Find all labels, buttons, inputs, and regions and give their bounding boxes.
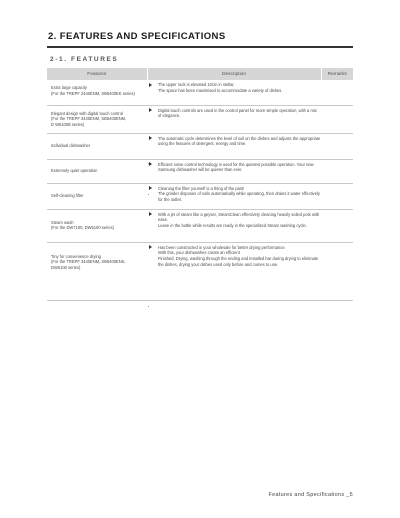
arrow-bullet-icon bbox=[149, 245, 152, 249]
arrow-bullet-icon bbox=[149, 186, 152, 190]
feature-line: (For the TREPF 3440ENM, SB5400ENS, bbox=[51, 259, 126, 265]
feature-line: Tiny for convenience drying bbox=[51, 253, 101, 259]
arrow-bullet-icon bbox=[149, 162, 152, 166]
description-text: Cleaning the filter yourself is a thing of the past! bbox=[158, 185, 245, 191]
description-cell bbox=[147, 242, 321, 300]
title-divider bbox=[47, 46, 353, 48]
arrow-bullet-icon bbox=[149, 108, 152, 112]
arrow-bullet-icon bbox=[149, 212, 152, 216]
feature-cell bbox=[47, 242, 147, 300]
description-text: The grinder disposes of soils automatically while operating, then drains it water effectively for the outlet. bbox=[158, 191, 320, 203]
feature-line: Extra large capacity bbox=[51, 85, 87, 90]
remarks-cell bbox=[321, 105, 353, 133]
scan-speck bbox=[148, 163, 149, 164]
description-item bbox=[149, 186, 321, 204]
section-title: 2-1. FEATURES bbox=[50, 56, 119, 63]
table-row bbox=[47, 133, 353, 159]
remarks-cell bbox=[321, 242, 353, 300]
remarks-cell bbox=[321, 133, 353, 159]
page-title: 2. FEATURES AND SPECIFICATIONS bbox=[48, 31, 226, 42]
page-footer: Features and Specifications _5 bbox=[268, 492, 353, 498]
feature-line: (For the TREPF 3440ENM, SB5400ENM, bbox=[51, 116, 127, 122]
feature-line: Extremely quiet operation bbox=[51, 168, 98, 174]
header-description: Description bbox=[147, 68, 321, 80]
description-cell bbox=[147, 209, 321, 242]
description-item bbox=[149, 245, 321, 269]
table-row bbox=[47, 80, 353, 105]
description-cell bbox=[147, 159, 321, 183]
feature-cell bbox=[47, 133, 147, 159]
arrow-bullet-icon bbox=[149, 83, 152, 87]
description-text: Digital touch controls are used in the control panel for more simple operation, with a mix of elegance. bbox=[158, 107, 317, 119]
header-features: Features bbox=[47, 68, 147, 80]
description-text: The space has been maximised to accommodate a variety of dishes. bbox=[158, 87, 283, 93]
description-text: Leave in the bottle while results are ready in the specialized Steam washing cycle. bbox=[158, 223, 307, 229]
feature-line: DW6100 series) bbox=[51, 265, 81, 271]
feature-line: Steam wash bbox=[51, 219, 74, 225]
feature-line: Individual dishwasher bbox=[51, 143, 91, 149]
description-text: Efficient noise control technology is used for the quietest possible operation. Your new Samsung dishwasher will be quieter than ever. bbox=[158, 161, 314, 173]
feature-line: Self-cleaning filter bbox=[51, 193, 84, 199]
description-item bbox=[149, 212, 321, 230]
description-item bbox=[149, 108, 321, 120]
description-cell bbox=[147, 183, 321, 209]
feature-cell bbox=[47, 80, 147, 105]
feature-line: (For the TREPF 2440ENM, SB5400EK series) bbox=[51, 90, 135, 96]
feature-line: Elegant design with digital touch control bbox=[51, 110, 123, 116]
feature-cell bbox=[47, 105, 147, 133]
feature-cell bbox=[47, 209, 147, 242]
description-text: Finished, Drying, washing through the ending and installed bar during drying to eliminate the dishes, drying your dishes used only before and comes to use. bbox=[158, 256, 319, 268]
description-text: With this, your dishwashes create an efficient bbox=[158, 250, 240, 256]
description-text: The upper rack is elevated 10cm in stellar. bbox=[158, 82, 235, 87]
feature-line: D W6100B series) bbox=[51, 122, 85, 128]
feature-cell bbox=[47, 159, 147, 183]
feature-line: (For the DW7100, DW6100 series) bbox=[51, 225, 115, 231]
table-row bbox=[47, 209, 353, 242]
table-row bbox=[47, 159, 353, 183]
description-text: The automatic cycle determines the level of soil on the dishes and adjusts the appropriate using the features of detergent, energy and time. bbox=[158, 135, 321, 147]
remarks-cell bbox=[321, 159, 353, 183]
remarks-cell bbox=[321, 209, 353, 242]
description-item bbox=[149, 162, 321, 174]
scan-speck bbox=[148, 306, 149, 307]
description-text: Has been constructed in your wholesale for better drying performance. bbox=[158, 244, 286, 250]
description-cell bbox=[147, 80, 321, 105]
arrow-bullet-icon bbox=[149, 136, 152, 140]
features-table bbox=[47, 68, 353, 301]
table-row bbox=[47, 242, 353, 300]
description-item bbox=[149, 82, 321, 94]
description-cell bbox=[147, 105, 321, 133]
scan-speck bbox=[148, 194, 149, 195]
header-remarks: Remarks bbox=[321, 68, 353, 80]
remarks-cell bbox=[321, 183, 353, 209]
table-header-row bbox=[47, 68, 353, 80]
description-item bbox=[149, 136, 321, 148]
description-cell bbox=[147, 133, 321, 159]
table-row bbox=[47, 105, 353, 133]
remarks-cell bbox=[321, 80, 353, 105]
description-text: With a jet of steam like a geyser, SteamClean effectively cleaning heavily soiled pots with ease. bbox=[158, 211, 320, 223]
feature-cell bbox=[47, 183, 147, 209]
table-row bbox=[47, 183, 353, 209]
